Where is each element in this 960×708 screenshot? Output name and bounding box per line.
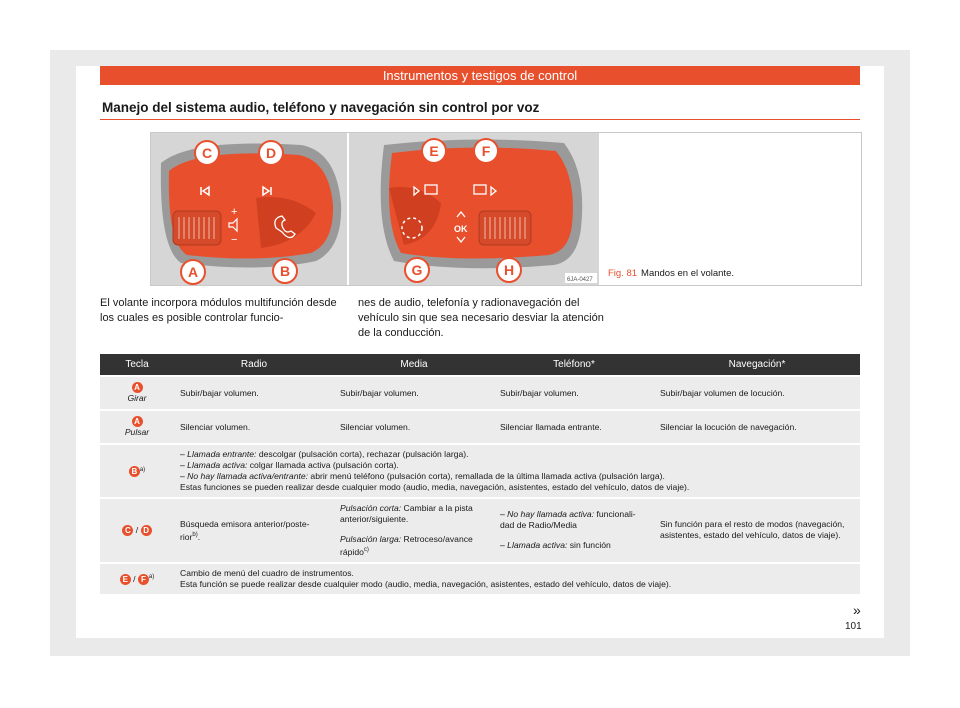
- intro-paragraph-1: El volante incorpora módulos multifunción desde los cuales es posible controlar funcio-: [100, 297, 337, 324]
- key-action: Girar: [127, 393, 147, 403]
- right-controls-photo: [349, 133, 599, 285]
- key-cell: [100, 499, 174, 562]
- item-em: Pulsación corta:: [340, 503, 402, 513]
- media-cell: Silenciar volumen.: [334, 411, 494, 443]
- section-title: Manejo del sistema audio, teléfono y navegación sin control por voz: [102, 100, 540, 115]
- item-text: sin función: [567, 540, 611, 551]
- key-action: Pulsar: [124, 427, 150, 437]
- item-text: descolgar (pulsación corta), rechazar (pulsación larga).: [256, 449, 469, 459]
- key-separator: /: [130, 574, 138, 585]
- key-cell: [100, 445, 174, 497]
- phone-cell: [494, 499, 654, 562]
- col-header-nav: Navegación*: [654, 354, 860, 375]
- item-text: abrir menú teléfono (pulsación corta), remallada de la última llamada activa (pulsación larga).: [308, 471, 665, 481]
- col-header-media: Media: [334, 354, 494, 375]
- plus-icon: +: [231, 206, 238, 218]
- radio-cell: Silenciar volumen.: [174, 411, 334, 443]
- table-header-row: [100, 354, 860, 375]
- label-c: C: [201, 145, 213, 161]
- wide-cell: [174, 445, 860, 497]
- key-separator: /: [133, 524, 141, 535]
- label-h: H: [503, 262, 515, 278]
- figure-number: Fig. 81: [608, 268, 638, 279]
- table-row: [100, 377, 860, 409]
- item-em: – No hay llamada activa:: [500, 509, 595, 520]
- label-d: D: [265, 145, 277, 161]
- phone-cell: Subir/bajar volumen.: [494, 377, 654, 409]
- cell-text: Búsqueda emisora anterior/poste-rior: [180, 518, 310, 542]
- key-badge-a: A: [132, 382, 143, 393]
- footnote-ref: a): [148, 574, 155, 581]
- page-number: 101: [845, 621, 862, 632]
- key-badge-a: A: [132, 416, 143, 427]
- label-a: A: [187, 264, 199, 280]
- label-f: F: [481, 143, 491, 159]
- wide-cell: [174, 564, 860, 594]
- label-b: B: [279, 263, 291, 279]
- cell-text: .: [197, 531, 201, 542]
- item-em: Pulsación larga:: [340, 534, 402, 544]
- media-cell: Subir/bajar volumen.: [334, 377, 494, 409]
- item-text: funcionali-dad de Radio/Media: [500, 509, 636, 531]
- item-text: Esta función se puede realizar desde cualquier modo (audio, media, navegación, asistentes, estado del vehículo, datos de viaje).: [180, 578, 672, 589]
- key-cell: [100, 564, 174, 594]
- key-badge-f: F: [138, 574, 149, 585]
- nav-cell: Sin función para el resto de modos (navegación, asistentes, estado del vehículo, datos de viaje).: [654, 499, 860, 562]
- footnote-ref: c): [363, 547, 369, 553]
- figure-code: 6JA-0427: [567, 277, 593, 283]
- minus-icon: −: [231, 234, 238, 246]
- item-em: – Llamada entrante:: [180, 449, 257, 459]
- nav-cell: Subir/bajar volumen de locución.: [654, 377, 860, 409]
- radio-cell: [174, 499, 334, 562]
- radio-cell: Subir/bajar volumen.: [174, 377, 334, 409]
- figure-caption: [608, 268, 734, 279]
- media-cell: [334, 499, 494, 562]
- col-header-radio: Radio: [174, 354, 334, 375]
- label-e: E: [429, 143, 439, 159]
- key-badge-d: D: [141, 525, 152, 536]
- title-divider: [100, 119, 860, 120]
- item-text: colgar llamada activa (pulsación corta).: [247, 460, 399, 470]
- table-row: [100, 411, 860, 443]
- table-row: [100, 499, 860, 562]
- table-row: [100, 445, 860, 497]
- item-em: – No hay llamada activa/entrante:: [180, 471, 309, 481]
- col-header-key: Tecla: [100, 354, 174, 375]
- item-text: Cambio de menú del cuadro de instrumentos.: [180, 567, 354, 578]
- footnote-ref: a): [139, 466, 146, 473]
- left-controls-photo: [151, 133, 347, 285]
- nav-cell: Silenciar la locución de navegación.: [654, 411, 860, 443]
- figure-81: [150, 132, 862, 286]
- chapter-header: Instrumentos y testigos de control: [100, 66, 860, 85]
- col-header-phone: Teléfono*: [494, 354, 654, 375]
- item-text: Estas funciones se pueden realizar desde cualquier modo (audio, media, navegación, asistentes, estado del vehículo, datos de viaje).: [180, 482, 690, 492]
- figure-caption-text: Mandos en el volante.: [641, 268, 734, 279]
- continue-arrow: »: [853, 602, 861, 618]
- label-g: G: [411, 262, 423, 278]
- footnote-ref: b): [192, 531, 198, 538]
- item-em: – Llamada activa:: [500, 540, 568, 551]
- item-em: – Llamada activa:: [180, 460, 248, 470]
- phone-cell: Silenciar llamada entrante.: [494, 411, 654, 443]
- key-cell: [100, 411, 174, 443]
- controls-table: [100, 352, 860, 596]
- key-badge-c: C: [122, 525, 133, 536]
- item-text: Retroceso/avance rápido: [340, 534, 473, 557]
- key-badge-b: B: [129, 466, 140, 477]
- ok-label: OK: [454, 224, 468, 234]
- key-badge-e: E: [120, 574, 131, 585]
- table-row: [100, 564, 860, 594]
- key-cell: [100, 377, 174, 409]
- intro-paragraph-2: nes de audio, telefonía y radionavegación del vehículo sin que sea necesario desviar la atención de la conducción.: [358, 297, 604, 339]
- item-text: Cambiar a la pista anterior/siguiente.: [340, 503, 473, 524]
